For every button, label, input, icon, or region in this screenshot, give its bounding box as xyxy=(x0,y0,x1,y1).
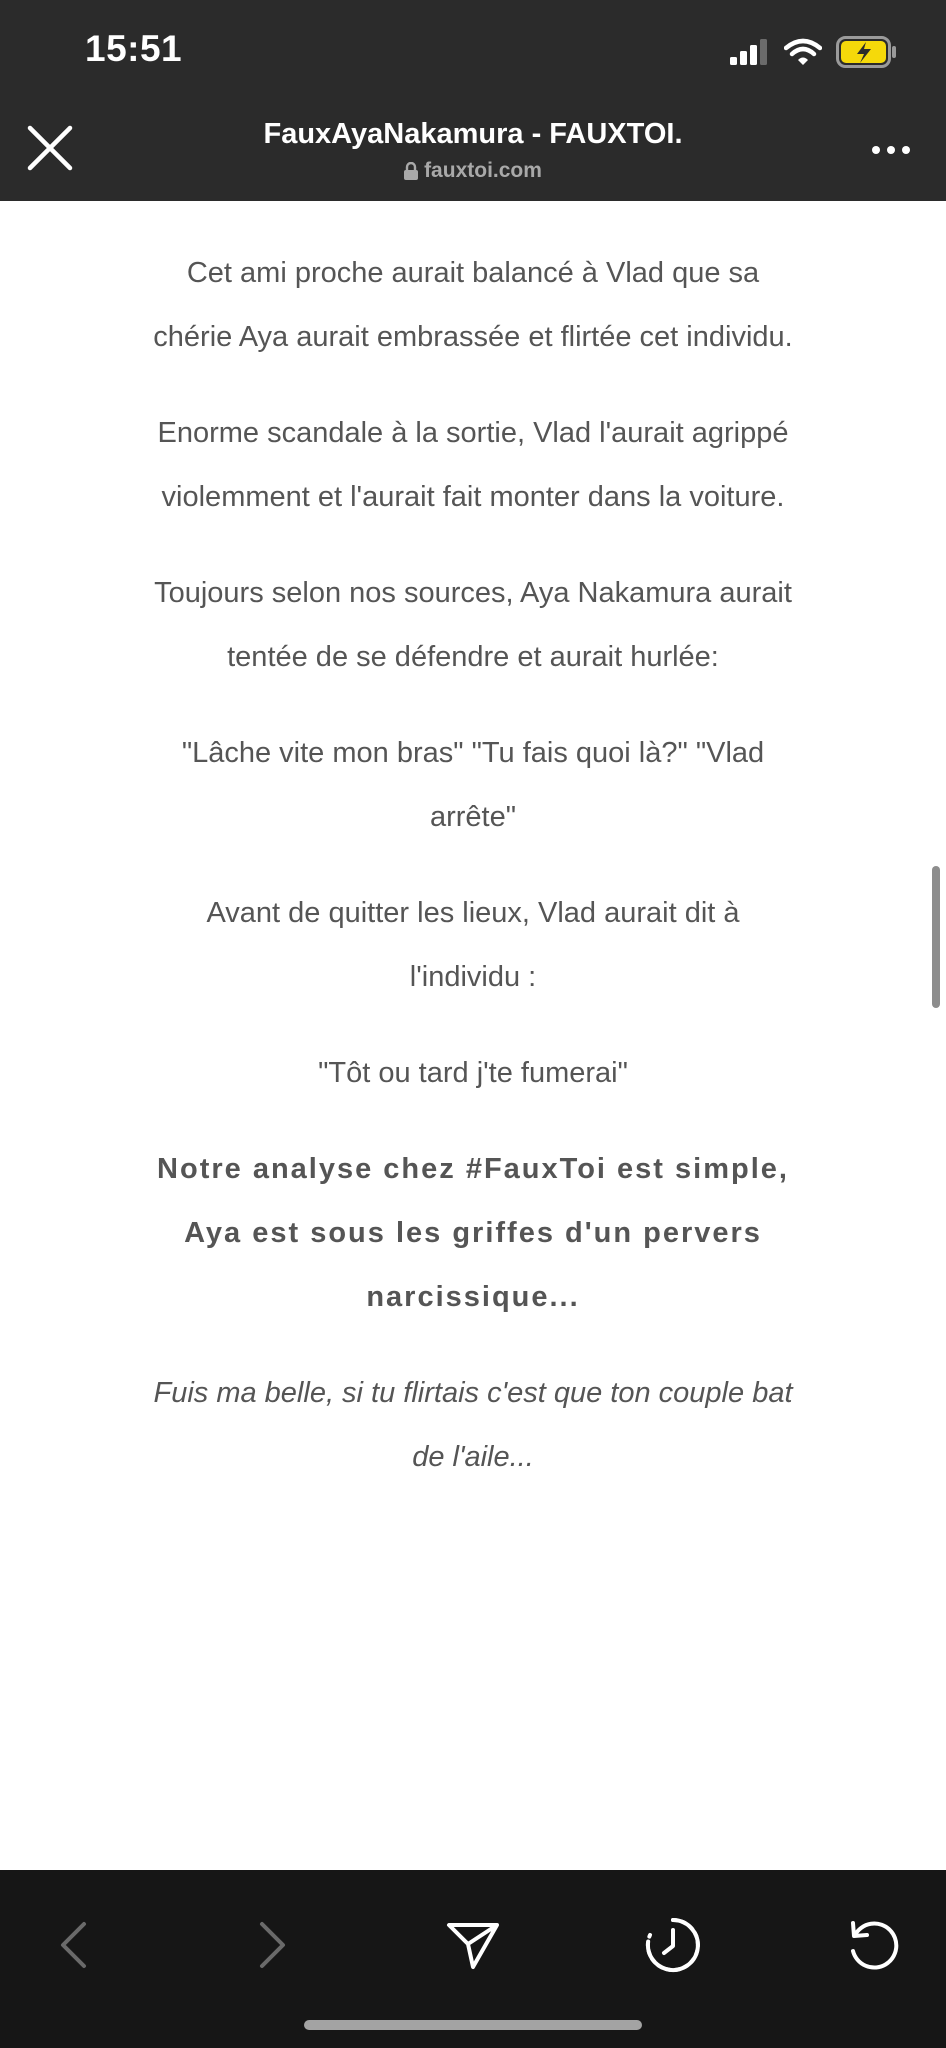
article-body xyxy=(150,241,796,1521)
back-icon xyxy=(58,1921,88,1969)
page-url xyxy=(404,159,542,183)
article-italic-paragraph: Fuis ma belle, si tu flirtais c'est que ton couple bat de l'aile... xyxy=(153,1377,793,1473)
history-icon xyxy=(644,1916,702,1974)
article-paragraph: "Lâche vite mon bras" "Tu fais quoi là?" "Vlad arrête" xyxy=(181,737,765,833)
browser-top-bar xyxy=(0,0,946,201)
reload-button[interactable] xyxy=(838,1910,908,1980)
cellular-signal-icon xyxy=(730,39,770,65)
close-icon xyxy=(27,125,73,171)
scroll-indicator[interactable] xyxy=(932,866,940,1008)
status-time: 15:51 xyxy=(85,28,183,69)
forward-button[interactable] xyxy=(238,1910,308,1980)
page-title-block xyxy=(150,118,796,185)
home-indicator xyxy=(304,2020,642,2030)
page-title: FauxAyaNakamura - FAUXTOI. xyxy=(263,118,683,150)
back-button[interactable] xyxy=(38,1910,108,1980)
article-paragraph: Enorme scandale à la sortie, Vlad l'aurait agrippé violemment et l'aurait fait monter dans la voiture. xyxy=(157,417,789,513)
status-icons xyxy=(730,34,898,70)
reload-icon xyxy=(845,1917,901,1973)
close-button[interactable] xyxy=(22,120,78,176)
share-button[interactable] xyxy=(438,1910,508,1980)
article-paragraph: Cet ami proche aurait balancé à Vlad que sa chérie Aya aurait embrassée et flirtée cet individu. xyxy=(153,257,793,353)
more-options-button[interactable] xyxy=(866,130,916,170)
browser-bottom-toolbar xyxy=(0,1870,946,2048)
page-url-text: fauxtoi.com xyxy=(424,159,542,182)
more-options-icon xyxy=(871,145,911,155)
article-paragraph: Toujours selon nos sources, Aya Nakamura aurait tentée de se défendre et aurait hurlée: xyxy=(154,577,792,673)
share-icon xyxy=(446,1920,500,1970)
article-paragraph: Avant de quitter les lieux, Vlad aurait dit à l'individu : xyxy=(206,897,740,993)
wifi-icon xyxy=(784,38,822,66)
article-paragraph: "Tôt ou tard j'te fumerai" xyxy=(318,1057,628,1089)
battery-charging-icon xyxy=(836,36,898,68)
forward-icon xyxy=(258,1921,288,1969)
article-bold-paragraph: Notre analyse chez #FauxToi est simple, Aya est sous les griffes d'un pervers narcissique... xyxy=(157,1153,789,1313)
history-button[interactable] xyxy=(638,1910,708,1980)
lock-icon xyxy=(404,162,418,180)
